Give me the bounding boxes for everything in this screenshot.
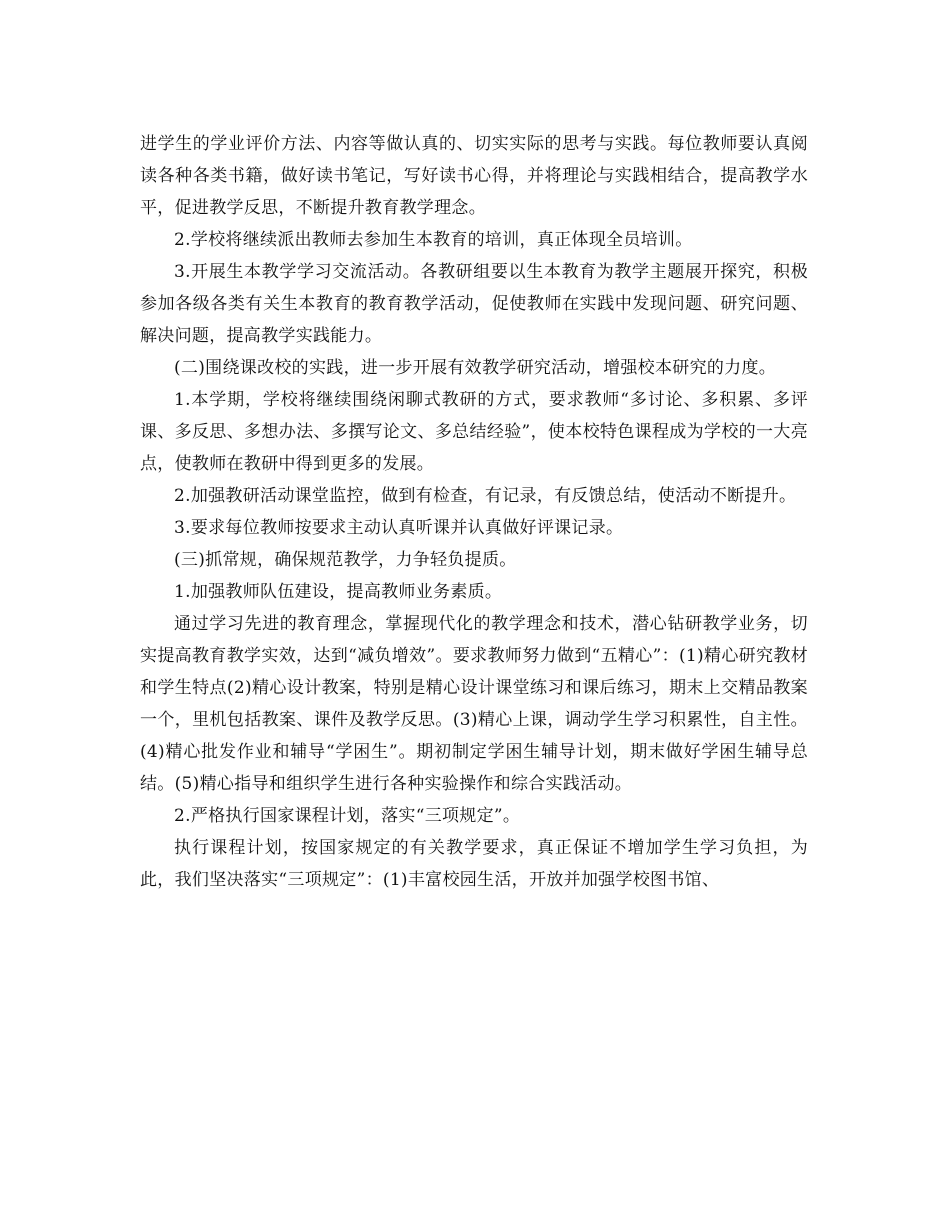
paragraph-item-1-research: 1.本学期，学校将继续围绕闲聊式教研的方式，要求教师“多讨论、多积累、多评课、多反思、多想办法、多撰写论文、多总结经验”，使本校特色课程成为学校的一大亮点，使教师在教研中得到更多的发展。 bbox=[140, 390, 808, 474]
paragraph-item-1-team: 1.加强教师队伍建设，提高教师业务素质。 bbox=[174, 582, 503, 602]
section-heading-3: (三)抓常规，确保规范教学，力争轻负提质。 bbox=[174, 550, 517, 570]
section-heading-2: (二)围绕课改校的实践，进一步开展有效教学研究活动，增强校本研究的力度。 bbox=[174, 358, 777, 378]
paragraph-continued: 进学生的学业评价方法、内容等做认真的、切实实际的思考与实践。每位教师要认真阅读各种各类书籍，做好读书笔记，写好读书心得，并将理论与实践相结合，提高教学水平，促进教学反思，不断提升教育教学理念。 bbox=[140, 134, 808, 218]
paragraph-five-careful: 通过学习先进的教育理念，掌握现代化的教学理念和技术，潜心钻研教学业务，切实提高教育教学实效，达到“减负增效”。要求教师努力做到“五精心”：(1)精心研究教材和学生特点(2)精心设计教案，特别是精心设计课堂练习和课后练习，期末上交精品教案一个，里机包括教案、课件及教学反思。(3)精心上课，调动学生学习积累性，自主性。(4)精心批发作业和辅导“学困生”。期初制定学困生辅导计划，期末做好学困生辅导总结。(5)精心指导和组织学生进行各种实验操作和综合实践活动。 bbox=[140, 614, 808, 794]
paragraph-three-rules: 执行课程计划，按国家规定的有关教学要求，真正保证不增加学生学习负担，为此，我们坚决落实“三项规定”：(1)丰富校园生活，开放并加强学校图书馆、 bbox=[140, 838, 808, 890]
paragraph-item-3-exchange: 3.开展生本教学学习交流活动。各教研组要以生本教育为教学主题展开探究，积极参加各级各类有关生本教育的教育教学活动，促使教师在实践中发现问题、研究问题、解决问题，提高教学实践能力。 bbox=[140, 262, 808, 346]
document-body bbox=[140, 128, 808, 896]
paragraph-item-3-observation: 3.要求每位教师按要求主动认真听课并认真做好评课记录。 bbox=[174, 518, 624, 538]
paragraph-item-2-monitoring: 2.加强教研活动课堂监控，做到有检查，有记录，有反馈总结，使活动不断提升。 bbox=[174, 486, 797, 506]
paragraph-item-2-training: 2.学校将继续派出教师去参加生本教育的培训，真正体现全员培训。 bbox=[174, 230, 693, 250]
paragraph-item-2-curriculum: 2.严格执行国家课程计划，落实“三项规定”。 bbox=[174, 806, 521, 826]
